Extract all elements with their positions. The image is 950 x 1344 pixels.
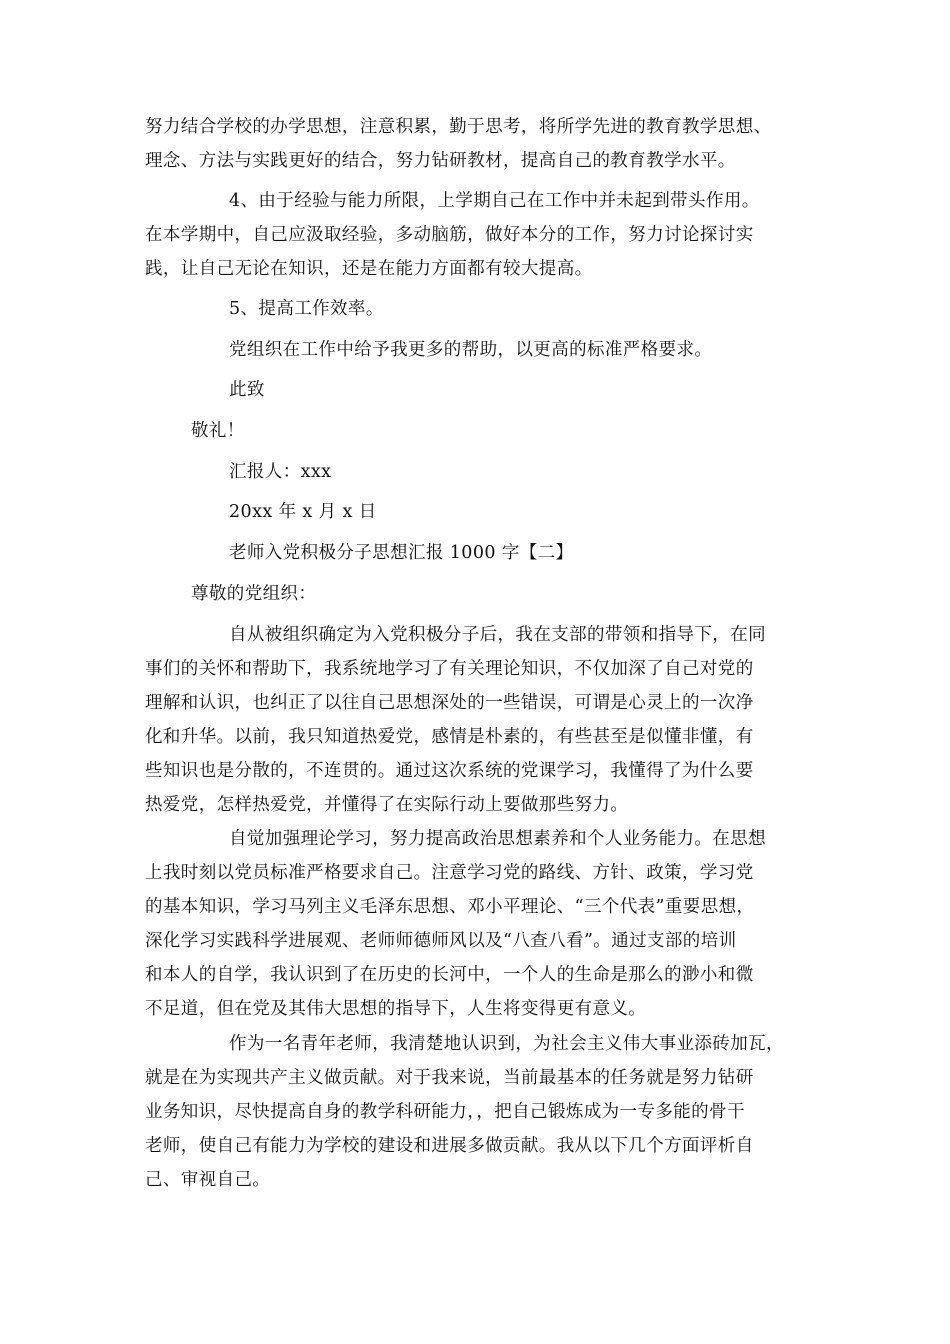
paragraph-body-2 [145, 822, 815, 1026]
paragraph-line: 4、由于经验与能力所限，上学期自己在工作中并未起到带头作用。 [229, 191, 760, 211]
paragraph-line: 自觉加强理论学习，努力提高政治思想素养和个人业务能力。在思想 [229, 829, 766, 849]
paragraph-line: 业务知识，尽快提高自身的教学科研能力，，把自己锻炼成为一专多能的骨干 [145, 1102, 745, 1122]
paragraph-line: 老师，使自己有能力为学校的建设和进展多做贡献。我从以下几个方面评析自 [145, 1136, 754, 1156]
paragraph-body-1 [145, 618, 815, 822]
salutation: 尊敬的党组织： [191, 584, 317, 604]
party-request: 党组织在工作中给予我更多的帮助，以更高的标准严格要求。 [229, 340, 713, 360]
reporter: 汇报人：xxx [229, 462, 332, 482]
paragraph-line: 就是在为实现共产主义做贡献。对于我来说，当前最基本的任务就是努力钻研 [145, 1068, 754, 1088]
paragraph-line: 热爱党，怎样热爱党，并懂得了在实际行动上要做那些努力。 [145, 795, 629, 815]
paragraph-line: 在本学期中，自己应汲取经验，多动脑筋，做好本分的工作，努力讨论探讨实 [145, 225, 754, 245]
paragraph-line: 不足道，但在党及其伟大思想的指导下，人生将变得更有意义。 [145, 999, 647, 1019]
paragraph-line: 己、审视自己。 [145, 1170, 271, 1190]
paragraph-line: 的基本知识，学习马列主义毛泽东思想、邓小平理论、“三个代表”重要思想， [145, 897, 755, 917]
paragraph-line: 些知识也是分散的，不连贯的。通过这次系统的党课学习，我懂得了为什么要 [145, 761, 754, 781]
item-5: 5、提高工作效率。 [229, 299, 384, 319]
paragraph-continuation [145, 110, 815, 178]
closing-line-2: 敬礼！ [191, 421, 245, 441]
paragraph-line: 自从被组织确定为入党积极分子后，我在支部的带领和指导下，在同 [229, 625, 766, 645]
paragraph-line: 深化学习实践科学进展观、老师师德师风以及“八查八看”。通过支部的培训 [145, 931, 737, 951]
paragraph-line: 努力结合学校的办学思想，注意积累，勤于思考，将所学先进的教育教学思想、 [145, 117, 772, 137]
report-date: 20xx 年 x 月 x 日 [229, 502, 377, 522]
paragraph-item-4 [145, 184, 815, 286]
paragraph-line: 和本人的自学，我认识到了在历史的长河中，一个人的生命是那么的渺小和微 [145, 965, 754, 985]
paragraph-line: 理解和认识，也纠正了以往自己思想深处的一些错误，可谓是心灵上的一次净 [145, 693, 754, 713]
paragraph-line: 理念、方法与实践更好的结合，努力钻研教材，提高自己的教育教学水平。 [145, 151, 736, 171]
paragraph-line: 作为一名青年老师，我清楚地认识到，为社会主义伟大事业添砖加瓦， [229, 1034, 784, 1054]
paragraph-line: 践，让自己无论在知识，还是在能力方面都有较大提高。 [145, 259, 593, 279]
closing-line-1: 此致 [229, 380, 265, 400]
paragraph-body-3 [145, 1027, 815, 1197]
paragraph-line: 化和升华。以前，我只知道热爱党，感情是朴素的，有些甚至是似懂非懂，有 [145, 727, 754, 747]
paragraph-line: 上我时刻以党员标准严格要求自己。注意学习党的路线、方针、政策，学习党 [145, 863, 754, 883]
paragraph-line: 事们的关怀和帮助下，我系统地学习了有关理论知识，不仅加深了自己对党的 [145, 659, 754, 679]
section-title: 老师入党积极分子思想汇报 1000 字【二】 [229, 543, 574, 563]
